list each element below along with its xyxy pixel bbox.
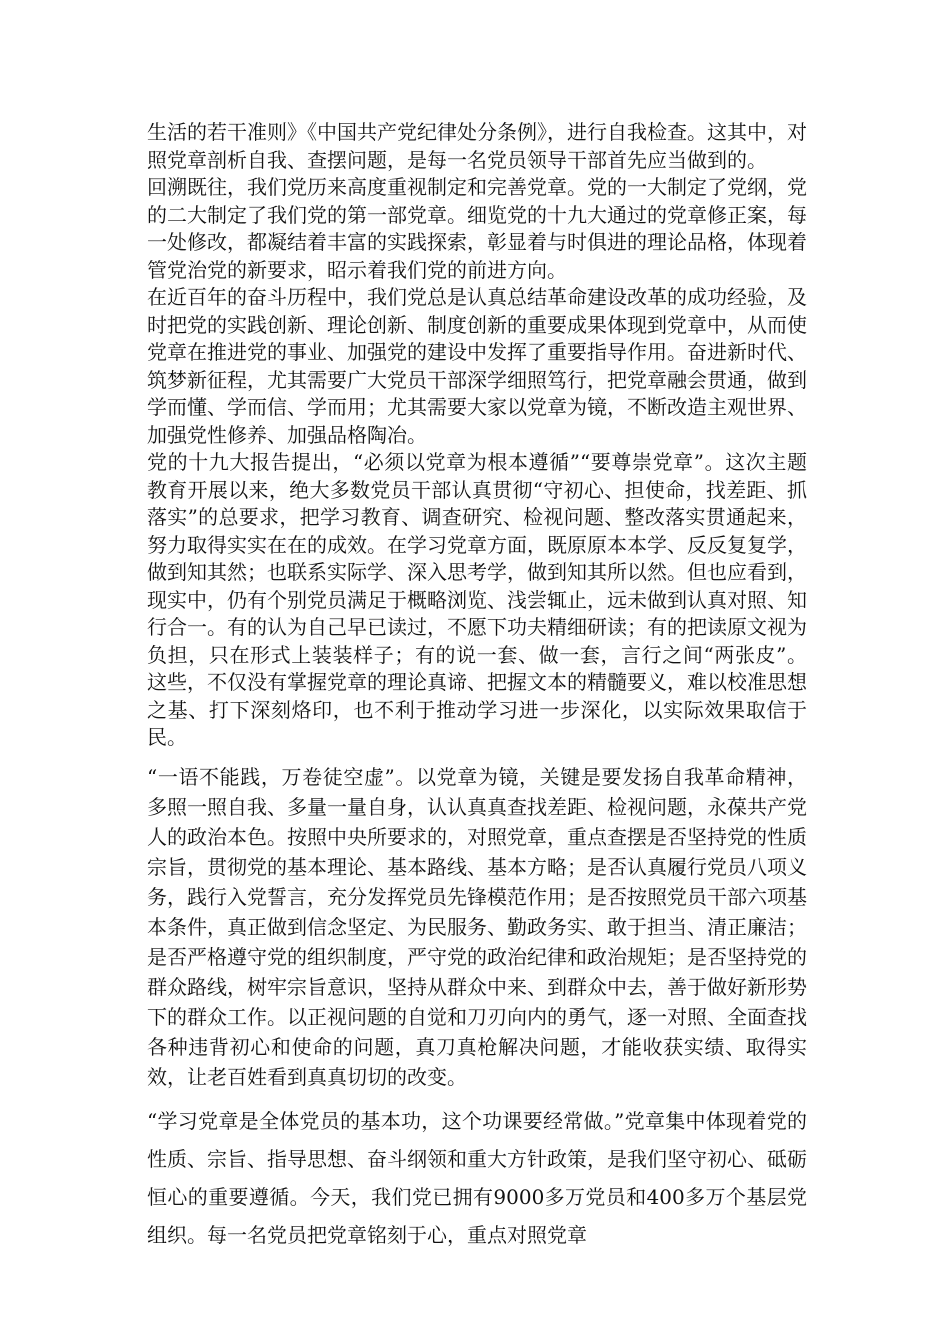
paragraph-2: 回溯既往，我们党历来高度重视制定和完善党章。党的一大制定了党纲，党的二大制定了我们党的第一部党章。细览党的十九大通过的党章修正案，每一处修改，都凝结着丰富的实践探索，彰显着与时俱进的理论品格，体现着管党治党的新要求，昭示着我们党的前进方向。 — [147, 175, 807, 282]
article-body — [147, 118, 807, 1254]
paragraph-1: 生活的若干准则》《中国共产党纪律处分条例》，进行自我检查。这其中，对照党章剖析自我、查摆问题，是每一名党员领导干部首先应当做到的。 — [147, 120, 807, 172]
paragraph-3: 在近百年的奋斗历程中，我们党总是认真总结革命建设改革的成功经验，及时把党的实践创新、理论创新、制度创新的重要成果体现到党章中，从而使党章在推进党的事业、加强党的建设中发挥了重要指导作用。奋进新时代、筑梦新征程，尤其需要广大党员干部深学细照笃行，把党章融会贯通，做到学而懂、学而信、学而用；尤其需要大家以党章为镜，不断改造主观世界、加强党性修养、加强品格陶冶。 — [147, 285, 807, 447]
paragraph-5: “一语不能践，万卷徒空虚”。以党章为镜，关键是要发扬自我革命精神，多照一照自我、多量一量自身，认认真真查找差距、检视问题，永葆共产党人的政治本色。按照中央所要求的，对照党章，重点查摆是否坚持党的性质宗旨，贯彻党的基本理论、基本路线、基本方略；是否认真履行党员八项义务，践行入党誓言，充分发挥党员先锋模范作用；是否按照党员干部六项基本条件，真正做到信念坚定、为民服务、勤政务实、敢于担当、清正廉洁；是否严格遵守党的组织制度，严守党的政治纪律和政治规矩；是否坚持党的群众路线，树牢宗旨意识，坚持从群众中来、到群众中去，善于做好新形势下的群众工作。以正视问题的自觉和刀刃向内的勇气，逐一对照、全面查找各种违背初心和使命的问题，真刀真枪解决问题，才能收获实绩、取得实效，让老百姓看到真真切切的改变。 — [147, 764, 807, 1089]
paragraph-4: 党的十九大报告提出，“必须以党章为根本遵循”“要尊崇党章”。这次主题教育开展以来，绝大多数党员干部认真贯彻“守初心、担使命，找差距、抓落实”的总要求，把学习教育、调查研究、检视问题、整改落实贯通起来，努力取得实实在在的成效。在学习党章方面，既原原本本学、反反复复学，做到知其然；也联系实际学、深入思考学，做到知其所以然。但也应看到，现实中，仍有个别党员满足于概略浏览、浅尝辄止，远未做到认真对照、知行合一。有的认为自己早已读过，不愿下功夫精细研读；有的把读原文视为负担，只在形式上装装样子；有的说一套、做一套，言行之间“两张皮”。这些，不仅没有掌握党章的理论真谛、把握文本的精髓要义，难以校准思想之基、打下深刻烙印，也不利于推动学习进一步深化，以实际效果取信于民。 — [147, 450, 807, 749]
paragraph-6: “学习党章是全体党员的基本功，这个功课要经常做。”党章集中体现着党的性质、宗旨、指导思想、奋斗纲领和重大方针政策，是我们坚守初心、砥砺恒心的重要遵循。今天，我们党已拥有9000多万党员和400多万个基层党组织。每一名党员把党章铭刻于心，重点对照党章 — [147, 1108, 807, 1247]
